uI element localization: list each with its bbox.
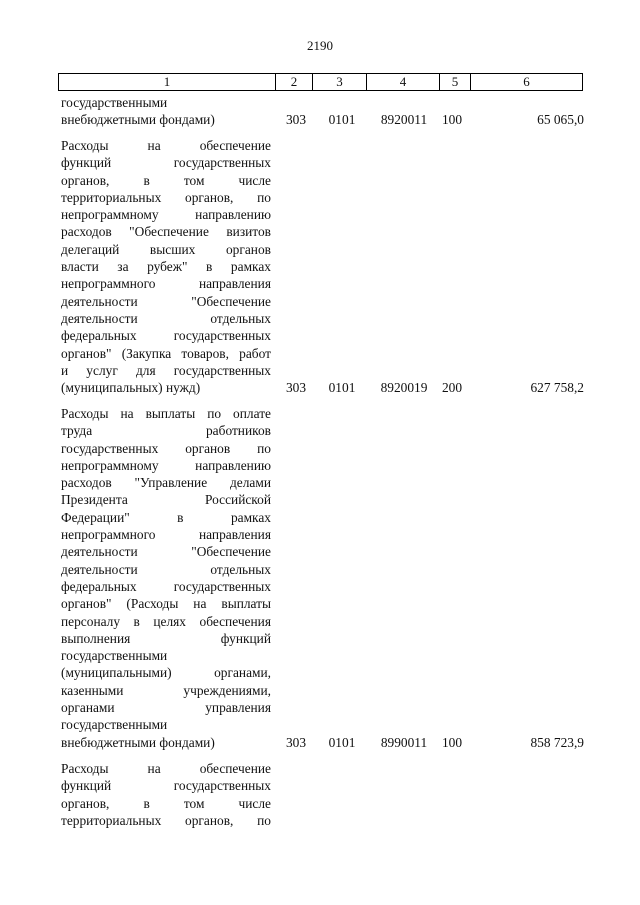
description-line: деятельности "Обеспечение [61, 544, 271, 560]
description-line: федеральных государственных [61, 578, 271, 594]
row-col5-value: 200 [441, 380, 463, 395]
row-col6-value: 627 758,2 [530, 380, 584, 395]
description-line: функций государственных [61, 778, 271, 794]
description-line: государственными [61, 95, 168, 110]
row-col5-value: 100 [441, 112, 463, 127]
description-line: органов" (Закупка товаров, работ [61, 345, 271, 361]
description-line: (муниципальными) органами, [61, 665, 271, 681]
description-line: Федерации" в рамках [61, 509, 271, 525]
description-line: расходов "Обеспечение визитов [61, 224, 271, 240]
row-col3-value: 0101 [328, 735, 356, 750]
description-line: территориальных органов, по [61, 812, 271, 828]
description-line: органов, в том числе [61, 172, 271, 188]
row-description [61, 137, 271, 396]
description-line: деятельности отдельных [61, 561, 271, 577]
row-col2-value: 303 [285, 380, 307, 395]
description-line: выполнения функций [61, 630, 271, 646]
description-line: персоналу в целях обеспечения [61, 613, 271, 629]
row-col6-value: 65 065,0 [537, 112, 584, 127]
description-line: непрограммного направления [61, 527, 271, 543]
description-line: органами управления [61, 700, 271, 716]
row-col4-value: 8920011 [380, 112, 428, 127]
row-col4-value: 8990011 [380, 735, 428, 750]
description-line: казенными учреждениями, [61, 682, 271, 698]
description-line: (муниципальных) нужд) [61, 380, 201, 396]
row-col5-value: 100 [441, 735, 463, 750]
description-line: власти за рубеж" в рамках [61, 259, 271, 275]
description-line: делегаций высших органов [61, 241, 271, 257]
column-header-4: 4 [367, 74, 440, 91]
row-description [61, 405, 271, 751]
description-line: непрограммному направлению [61, 457, 271, 473]
row-description [61, 760, 271, 829]
row-description [61, 94, 271, 129]
description-line: и услуг для государственных [61, 362, 271, 378]
description-line: государственных органов по [61, 440, 271, 456]
column-header-6: 6 [471, 74, 583, 91]
row-col3-value: 0101 [328, 380, 356, 395]
description-line: территориальных органов, по [61, 189, 271, 205]
page-number: 2190 [307, 38, 333, 53]
column-header-2: 2 [276, 74, 313, 91]
description-line: труда работников [61, 423, 271, 439]
description-line: Расходы на обеспечение [61, 138, 271, 153]
row-col6-value: 858 723,9 [530, 735, 584, 750]
row-col3-value: 0101 [328, 112, 356, 127]
description-line: расходов "Управление делами [61, 475, 271, 491]
description-line: внебюджетными фондами) [61, 112, 215, 128]
description-line: Расходы на выплаты по оплате [61, 406, 271, 421]
row-col4-value: 8920019 [380, 380, 428, 395]
column-header-1: 1 [59, 74, 276, 91]
description-line: деятельности "Обеспечение [61, 293, 271, 309]
description-line: органов, в том числе [61, 795, 271, 811]
column-header-5: 5 [440, 74, 471, 91]
description-line: непрограммного направления [61, 276, 271, 292]
row-col2-value: 303 [285, 735, 307, 750]
description-line: федеральных государственных [61, 328, 271, 344]
description-line: внебюджетными фондами) [61, 734, 215, 750]
description-line: государственными [61, 717, 168, 733]
description-line: Президента Российской [61, 492, 271, 508]
column-header-row [59, 74, 583, 91]
description-line: непрограммному направлению [61, 207, 271, 223]
description-line: органов" (Расходы на выплаты [61, 596, 271, 612]
row-col2-value: 303 [285, 112, 307, 127]
description-line: Расходы на обеспечение [61, 761, 271, 776]
description-line: функций государственных [61, 155, 271, 171]
column-header-3: 3 [313, 74, 367, 91]
description-line: государственными [61, 648, 168, 664]
description-line: деятельности отдельных [61, 310, 271, 326]
column-header-table [58, 73, 583, 91]
